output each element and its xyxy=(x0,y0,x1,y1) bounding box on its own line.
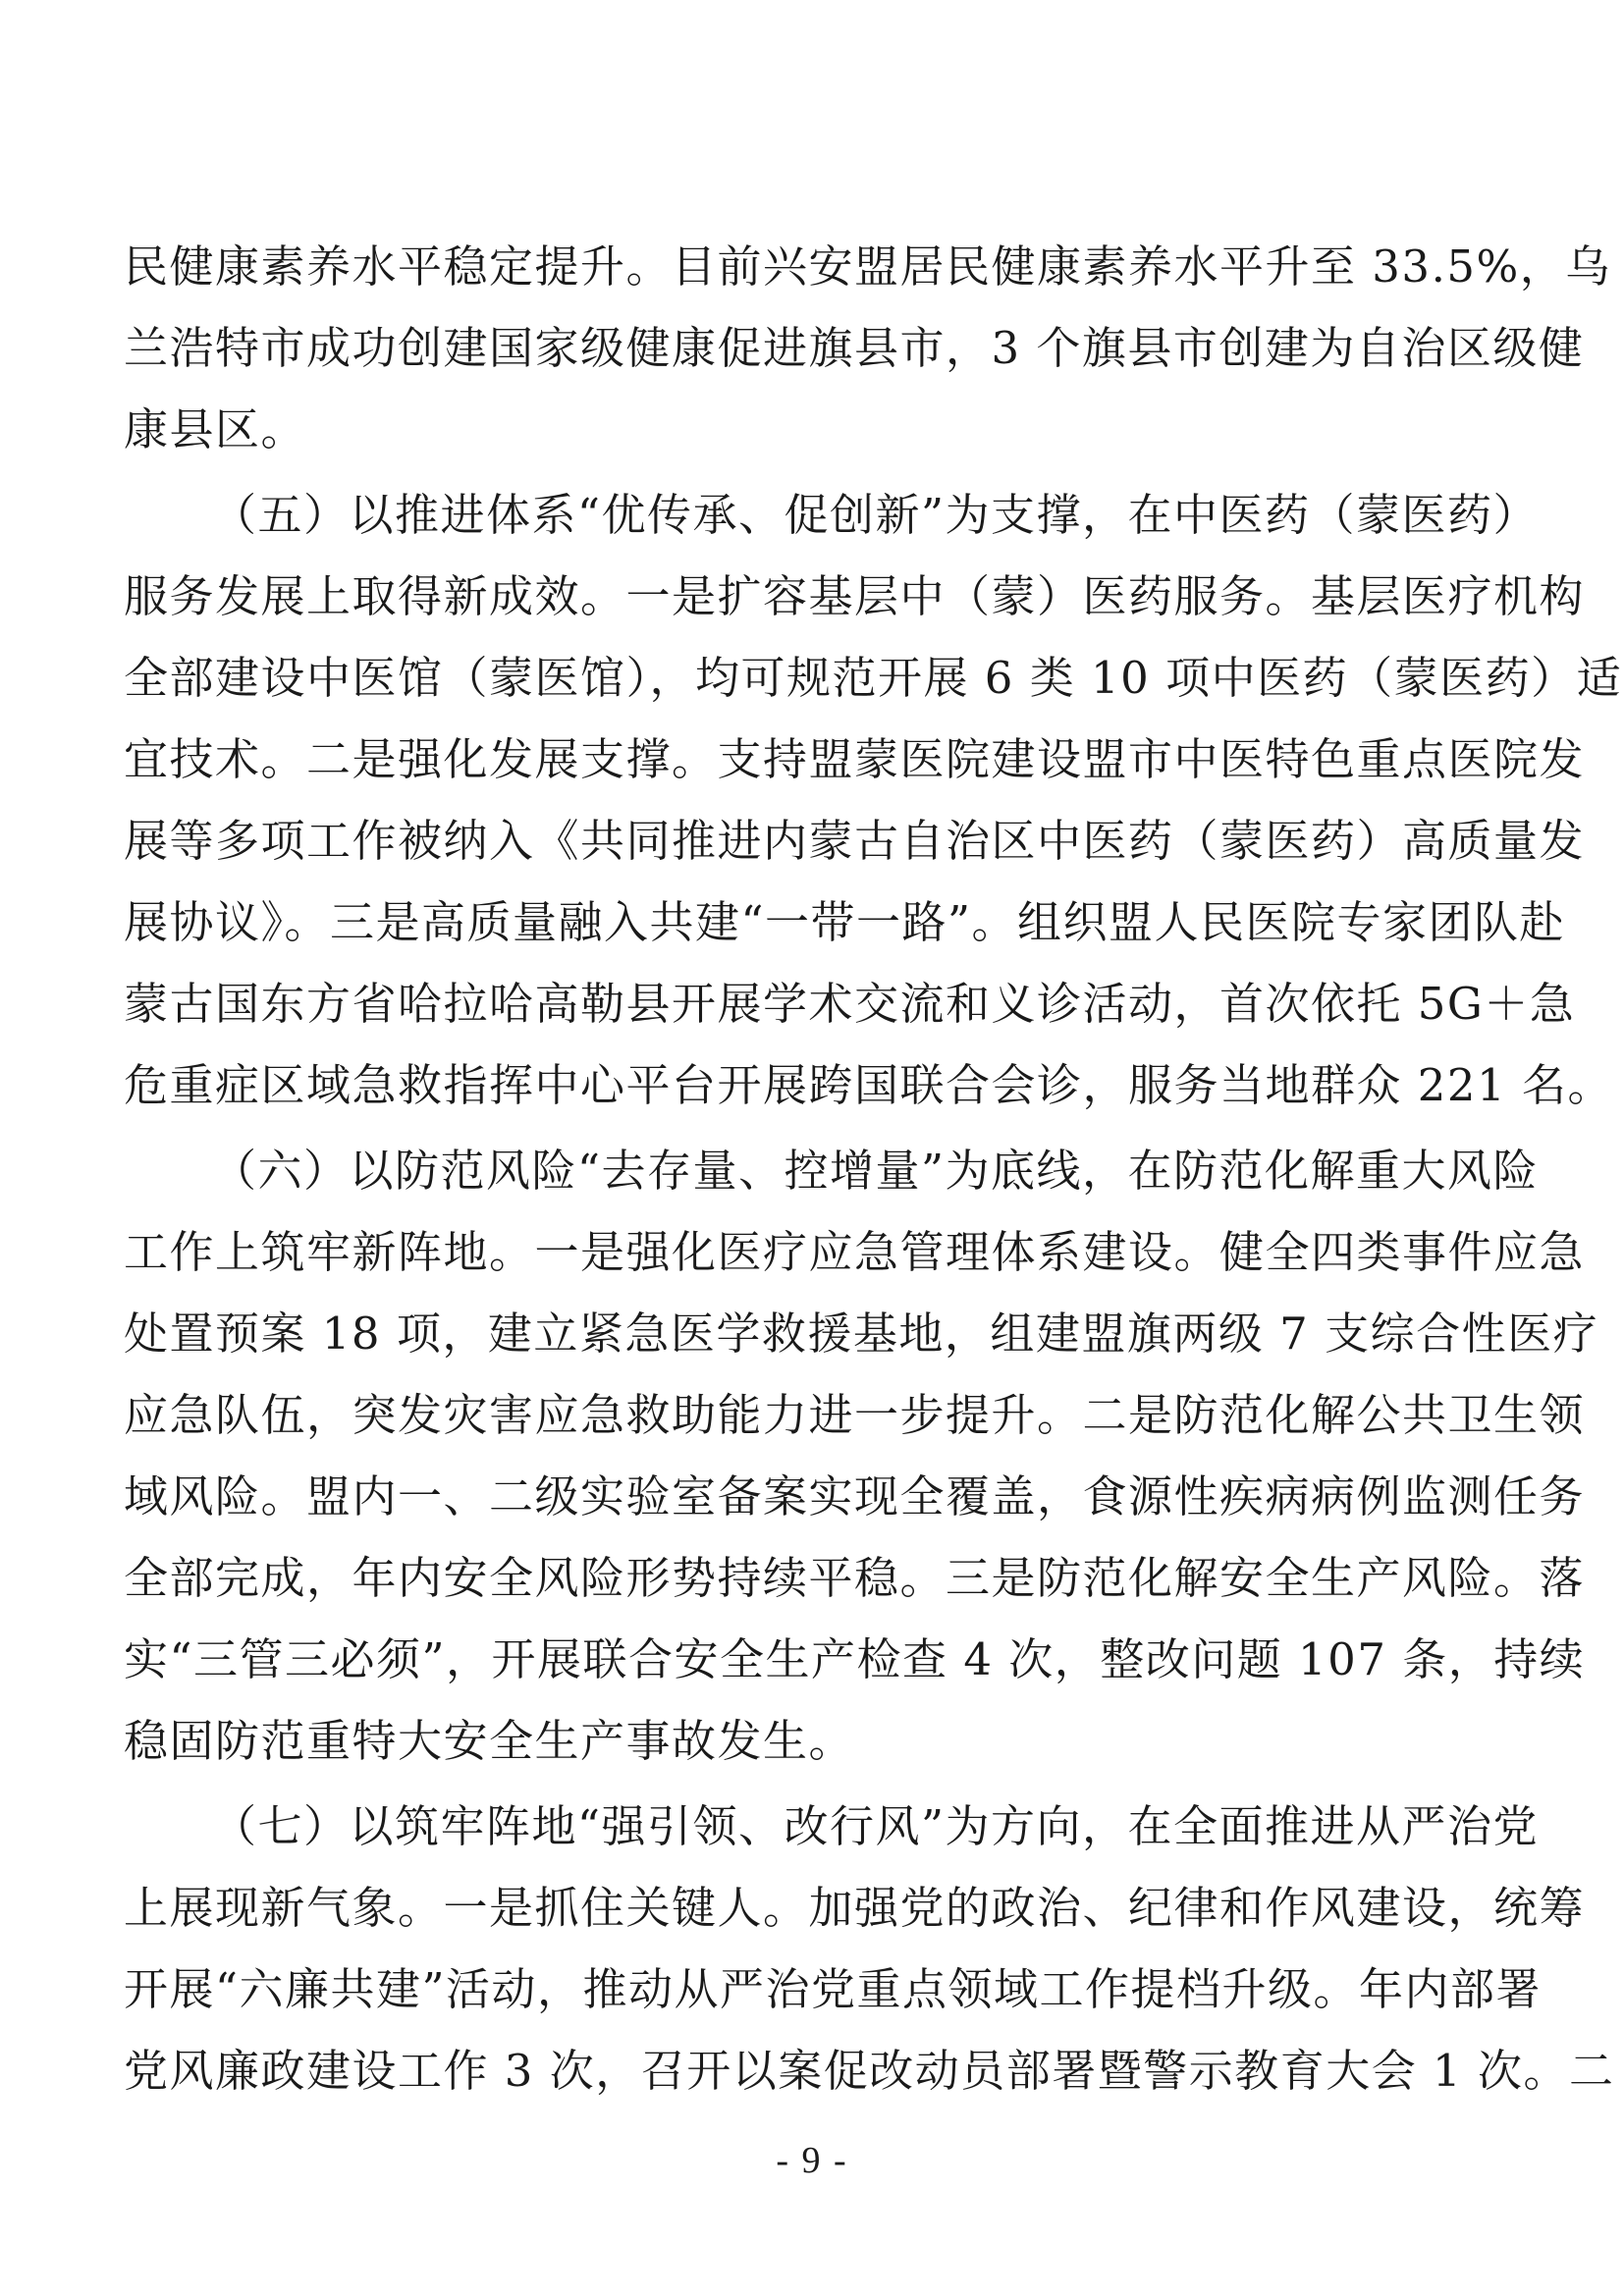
paragraph-line: 民健康素养水平稳定提升。目前兴安盟居民健康素养水平升至 33.5%，乌 xyxy=(124,240,1611,293)
paragraph-line: 实“三管三必须”，开展联合安全生产检查 4 次，整改问题 107 条，持续 xyxy=(124,1633,1586,1685)
paragraph-line: 党风廉政建设工作 3 次，召开以案促改动员部署暨警示教育大会 1 次。二 xyxy=(124,2045,1615,2097)
paragraph-line: 稳固防范重特大安全生产事故发生。 xyxy=(124,1715,855,1767)
paragraph-line: 域风险。盟内一、二级实验室备案实现全覆盖，食源性疾病病例监测任务 xyxy=(124,1470,1586,1522)
page-number: - 9 - xyxy=(776,2140,848,2181)
paragraph-line: 应急队伍，突发灾害应急救助能力进一步提升。二是防范化解公共卫生领 xyxy=(124,1389,1586,1441)
paragraph-line: 展等多项工作被纳入《共同推进内蒙古自治区中医药（蒙医药）高质量发 xyxy=(124,815,1586,867)
paragraph-line: 全部建设中医馆（蒙医馆），均可规范开展 6 类 10 项中医药（蒙医药）适 xyxy=(124,652,1623,704)
paragraph-line: （七）以筑牢阵地“强引领、改行风”为方向，在全面推进从严治党 xyxy=(212,1800,1540,1852)
paragraph-line: 康县区。 xyxy=(124,403,307,455)
paragraph-line: 开展“六廉共建”活动，推动从严治党重点领域工作提档升级。年内部署 xyxy=(124,1963,1543,2015)
paragraph-line: 宜技术。二是强化发展支撑。支持盟蒙医院建设盟市中医特色重点医院发 xyxy=(124,733,1586,785)
paragraph-line: 服务发展上取得新成效。一是扩容基层中（蒙）医药服务。基层医疗机构 xyxy=(124,570,1586,622)
paragraph-line: 全部完成，年内安全风险形势持续平稳。三是防范化解安全生产风险。落 xyxy=(124,1552,1586,1604)
paragraph-line: 危重症区域急救指挥中心平台开展跨国联合会诊，服务当地群众 221 名。 xyxy=(124,1059,1614,1111)
paragraph-line: 处置预案 18 项，建立紧急医学救援基地，组建盟旗两级 7 支综合性医疗 xyxy=(124,1308,1599,1360)
paragraph-line: 工作上筑牢新阵地。一是强化医疗应急管理体系建设。健全四类事件应急 xyxy=(124,1226,1586,1278)
paragraph-line: 展协议》。三是高质量融入共建“一带一路”。组织盟人民医院专家团队赴 xyxy=(124,896,1566,948)
paragraph-line: 蒙古国东方省哈拉哈高勒县开展学术交流和义诊活动，首次依托 5G＋急 xyxy=(124,978,1576,1030)
paragraph-line: 兰浩特市成功创建国家级健康促进旗县市，3 个旗县市创建为自治区级健 xyxy=(124,322,1585,374)
paragraph-line: （六）以防范风险“去存量、控增量”为底线，在防范化解重大风险 xyxy=(212,1145,1540,1197)
paragraph-line: （五）以推进体系“优传承、促创新”为支撑，在中医药（蒙医药） xyxy=(212,489,1540,541)
paragraph-line: 上展现新气象。一是抓住关键人。加强党的政治、纪律和作风建设，统筹 xyxy=(124,1882,1586,1934)
